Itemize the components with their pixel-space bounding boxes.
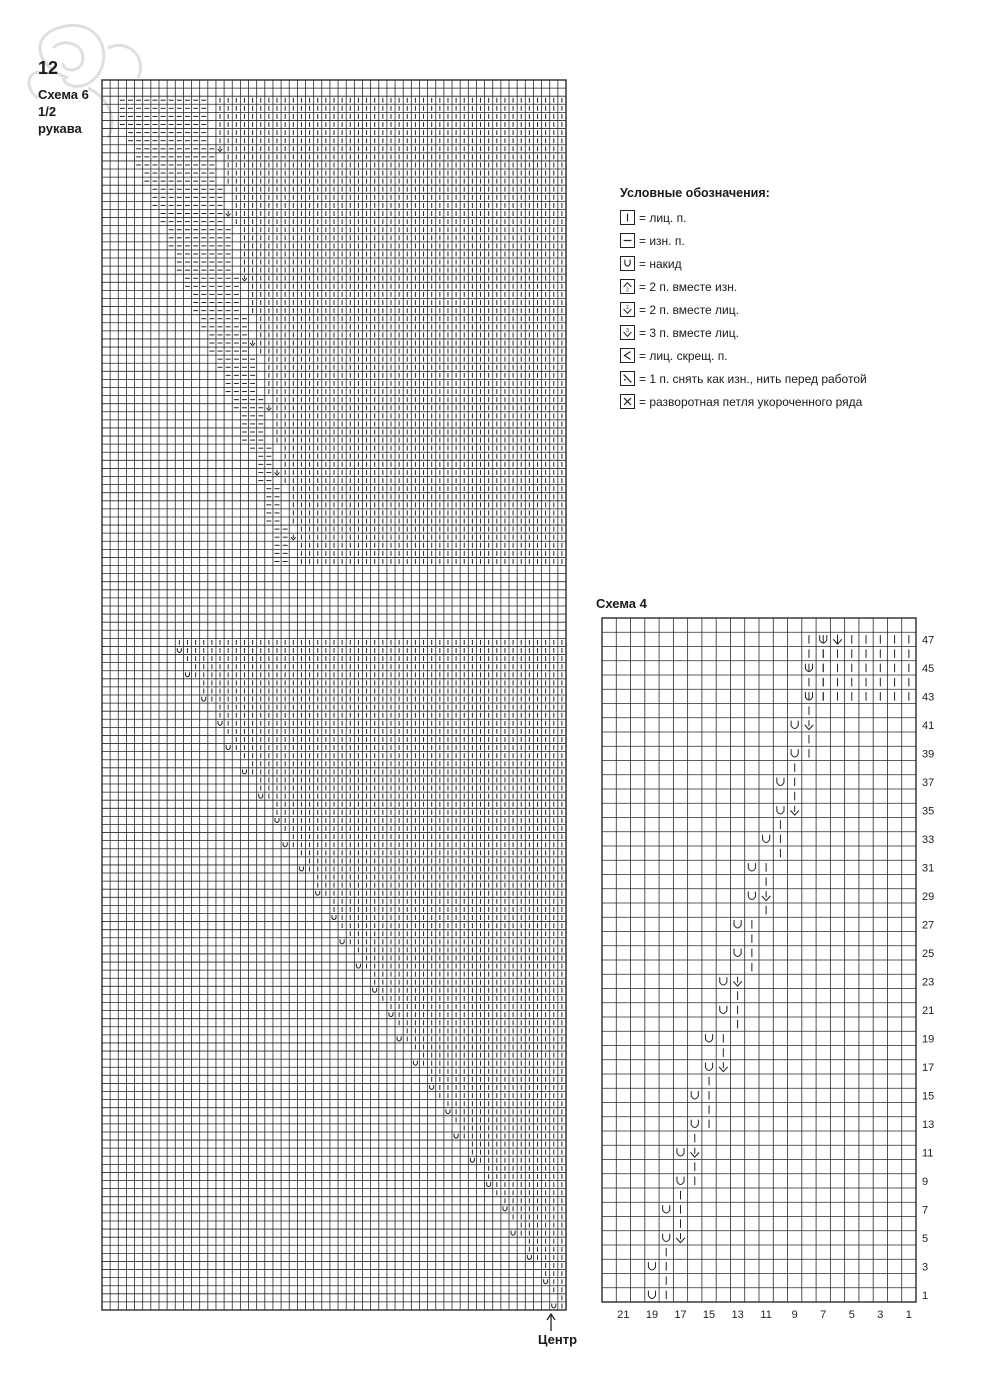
yo-mark xyxy=(734,920,741,928)
row-label: 43 xyxy=(922,691,935,704)
col-label: 7 xyxy=(820,1309,827,1321)
yo-mark xyxy=(705,1063,712,1071)
k2tog-mark xyxy=(805,720,814,729)
row-label: 41 xyxy=(922,719,935,732)
k2tog-mark xyxy=(790,806,799,815)
yo-mark xyxy=(705,1034,712,1042)
col-label: 19 xyxy=(645,1309,659,1321)
legend-text-ssk: = лиц. скрещ. п. xyxy=(639,348,728,363)
row-label: 15 xyxy=(922,1090,935,1103)
row-label: 23 xyxy=(922,976,935,989)
schema4-grid xyxy=(602,618,916,1302)
k2tog-mark xyxy=(690,1148,699,1157)
legend-text-purl: = изн. п. xyxy=(639,233,685,248)
yo-mark xyxy=(734,949,741,957)
yo-mark xyxy=(720,1006,727,1014)
schema4-title: Схема 4 xyxy=(596,596,647,611)
row-label: 39 xyxy=(922,748,935,761)
row-label: 5 xyxy=(922,1232,929,1245)
row-label: 29 xyxy=(922,890,935,903)
k2tog-mark xyxy=(719,1062,728,1071)
row-label: 31 xyxy=(922,862,935,875)
row-label: 45 xyxy=(922,662,935,675)
row-label: 47 xyxy=(922,634,935,647)
schema4-axis-labels xyxy=(617,634,934,1321)
yo-mark xyxy=(663,1205,670,1213)
col-label: 13 xyxy=(731,1309,744,1321)
row-label: 33 xyxy=(922,833,935,846)
yo-mark xyxy=(648,1262,655,1270)
row-label: 17 xyxy=(922,1061,935,1074)
col-label: 9 xyxy=(791,1309,798,1321)
k2tog-mark xyxy=(762,891,771,900)
yo-mark xyxy=(677,1177,684,1185)
schema6-title-line3: рукава xyxy=(38,121,82,136)
row-label: 35 xyxy=(922,805,935,818)
legend-text-wrap: = разворотная петля укороченного ряда xyxy=(639,394,863,409)
yo-mark xyxy=(777,778,784,786)
center-label: Центр xyxy=(538,1332,578,1347)
row-label: 37 xyxy=(922,776,935,789)
col-label: 21 xyxy=(617,1309,630,1321)
col-label: 3 xyxy=(877,1309,884,1321)
center-arrow-icon xyxy=(545,1312,557,1332)
row-label: 27 xyxy=(922,919,935,932)
yo-mark xyxy=(777,806,784,814)
row-label: 21 xyxy=(922,1004,935,1017)
row-label: 13 xyxy=(922,1118,935,1131)
col-label: 11 xyxy=(760,1309,772,1321)
yo-mark xyxy=(791,749,798,757)
legend-title: Условные обозначения: xyxy=(620,186,770,200)
legend-text-k2tog: = 2 п. вместе лиц. xyxy=(639,302,739,317)
yo-mark xyxy=(763,835,770,843)
yo-mark xyxy=(691,1120,698,1128)
schema6-title-line2: 1/2 xyxy=(38,104,57,119)
col-label: 5 xyxy=(848,1309,855,1321)
row-label: 7 xyxy=(922,1204,929,1217)
row-label: 19 xyxy=(922,1033,935,1046)
yo-mark xyxy=(748,863,755,871)
row-label: 1 xyxy=(922,1289,929,1302)
col-label: 17 xyxy=(674,1309,687,1321)
yo-mark xyxy=(720,977,727,985)
legend-text-p2tog: = 2 п. вместе изн. xyxy=(639,279,738,294)
legend-text-yarn-over: = накид xyxy=(639,256,682,271)
row-label: 9 xyxy=(922,1175,929,1188)
col-label: 15 xyxy=(702,1309,716,1321)
legend-text-knit: = лиц. п. xyxy=(639,210,687,225)
row-label: 3 xyxy=(922,1261,929,1274)
col-label: 1 xyxy=(905,1309,912,1321)
page-number: 12 xyxy=(38,58,59,78)
schema6-title-line1: Схема 6 xyxy=(38,87,89,102)
yo-mark xyxy=(648,1291,655,1299)
yo-mark xyxy=(748,892,755,900)
legend-text-k3tog: = 3 п. вместе лиц. xyxy=(639,325,739,340)
k2tog-mark xyxy=(676,1233,685,1242)
yo-mark xyxy=(663,1234,670,1242)
yo-mark xyxy=(677,1148,684,1156)
legend-text-slip: = 1 п. снять как изн., нить перед работой xyxy=(639,371,867,386)
yo-mark xyxy=(791,721,798,729)
row-label: 25 xyxy=(922,947,935,960)
row-label: 11 xyxy=(922,1147,934,1160)
yo-mark xyxy=(691,1091,698,1099)
k2tog-mark xyxy=(733,977,742,986)
